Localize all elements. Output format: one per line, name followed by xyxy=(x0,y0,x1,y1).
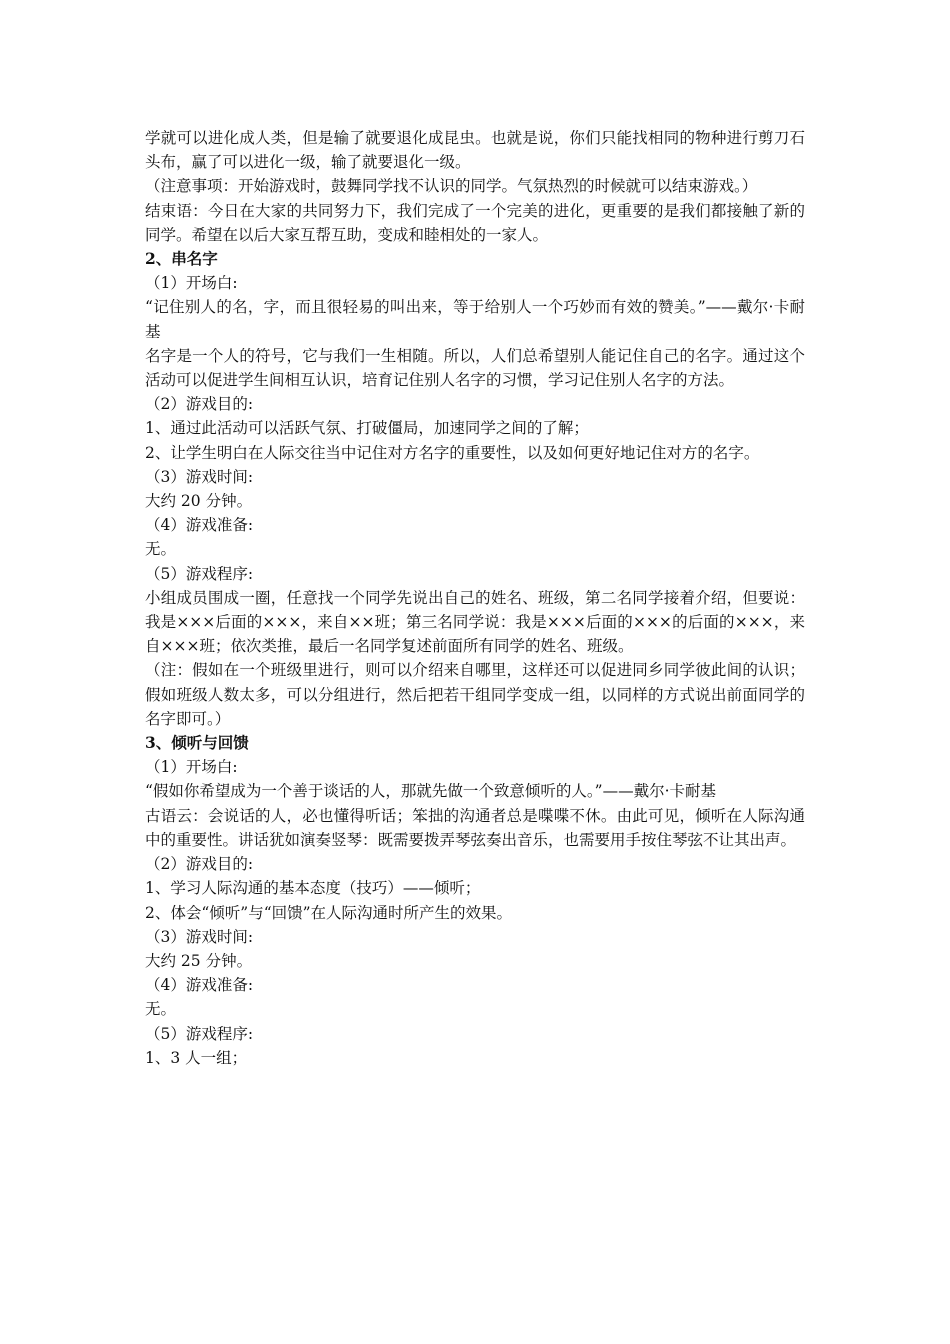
body-paragraph: 学就可以进化成人类，但是输了就要退化成昆虫。也就是说，你们只能找相同的物种进行剪刀石头布，赢了可以进化一级，输了就要退化一级。 xyxy=(145,129,805,172)
body-paragraph: （3）游戏时间: xyxy=(145,927,254,946)
body-paragraph: （5）游戏程序: xyxy=(145,1024,254,1043)
body-paragraph: 大约 25 分钟。 xyxy=(145,951,253,970)
body-paragraph: （2）游戏目的: xyxy=(145,395,254,414)
body-paragraph: 1、3 人一组； xyxy=(145,1048,248,1067)
section-heading: 2、串名字 xyxy=(145,249,218,269)
body-paragraph: 2、让学生明白在人际交往当中记住对方名字的重要性，以及如何更好地记住对方的名字。 xyxy=(145,443,760,462)
body-paragraph: 结束语：今日在大家的共同努力下，我们完成了一个完美的进化，更重要的是我们都接触了新的同学。希望在以后大家互帮互助，变成和睦相处的一家人。 xyxy=(145,201,805,244)
body-paragraph: 名字是一个人的符号，它与我们一生相随。所以，人们总希望别人能记住自己的名字。通过这个活动可以促进学生间相互认识，培育记住别人名字的习惯，学习记住别人名字的方法。 xyxy=(145,346,805,390)
body-paragraph: （5）游戏程序: xyxy=(145,564,254,583)
body-paragraph: 1、学习人际沟通的基本态度（技巧）——倾听； xyxy=(145,879,481,898)
body-paragraph: 小组成员围成一圈，任意找一个同学先说出自己的姓名、班级，第二名同学接着介绍，但要说：我是×××后面的×××，来自××班；第三名同学说：我是×××后面的×××的后面的×××，来自×××班；依次类推，最后一名同学复述前面所有同学的姓名、班级。 xyxy=(145,588,805,656)
body-paragraph: （注意事项：开始游戏时，鼓舞同学找不认识的同学。气氛热烈的时候就可以结束游戏。） xyxy=(145,177,758,196)
body-paragraph: （2）游戏目的: xyxy=(145,855,254,874)
body-paragraph: 无。 xyxy=(145,540,177,559)
body-paragraph: “记住别人的名，字，而且很轻易的叫出来，等于给别人一个巧妙而有效的赞美。”——戴尔·卡耐基 xyxy=(145,298,805,341)
body-paragraph: （注：假如在一个班级里进行，则可以介绍来自哪里，这样还可以促进同乡同学彼此间的认识；假如班级人数太多，可以分组进行，然后把若干组同学变成一组，以同样的方式说出前面同学的名字即可。） xyxy=(145,661,805,728)
body-paragraph: （1）开场白: xyxy=(145,274,238,293)
body-paragraph: 1、通过此活动可以活跃气氛、打破僵局，加速同学之间的了解； xyxy=(145,419,589,438)
body-paragraph: 古语云：会说话的人，必也懂得听话；笨拙的沟通者总是喋喋不休。由此可见，倾听在人际沟通中的重要性。讲话犹如演奏竖琴：既需要拨弄琴弦奏出音乐，也需要用手按住琴弦不让其出声。 xyxy=(145,806,805,849)
body-paragraph: （1）开场白: xyxy=(145,758,238,777)
body-paragraph: 大约 20 分钟。 xyxy=(145,492,253,511)
body-paragraph: 无。 xyxy=(145,1000,177,1019)
document-page xyxy=(145,126,805,1070)
body-paragraph: 2、体会“倾听”与“回馈”在人际沟通时所产生的效果。 xyxy=(145,903,513,922)
section-heading: 3、倾听与回馈 xyxy=(145,733,249,753)
body-paragraph: （4）游戏准备: xyxy=(145,516,254,535)
body-paragraph: “假如你希望成为一个善于谈话的人，那就先做一个致意倾听的人。”——戴尔·卡耐基 xyxy=(145,782,717,801)
body-paragraph: （3）游戏时间: xyxy=(145,467,254,486)
body-paragraph: （4）游戏准备: xyxy=(145,976,254,995)
